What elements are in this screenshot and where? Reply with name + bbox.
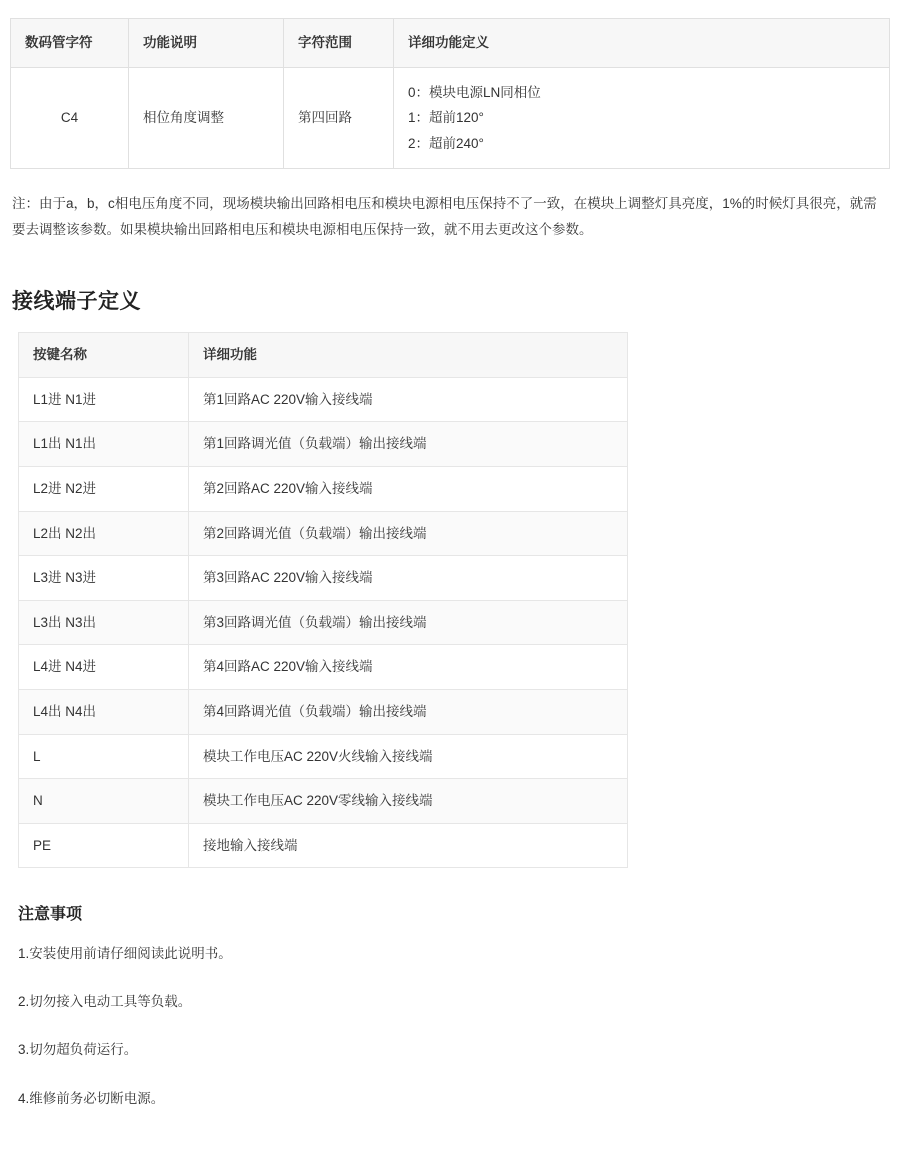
cell-terminal-function: 第2回路调光值（负载端）输出接线端 bbox=[189, 511, 628, 556]
parameter-table-body bbox=[11, 67, 890, 169]
list-item: 4.维修前务必切断电源。 bbox=[18, 1090, 165, 1106]
cell-terminal-function: 第1回路AC 220V输入接线端 bbox=[189, 377, 628, 422]
table-row bbox=[19, 645, 628, 690]
table-row bbox=[19, 823, 628, 868]
section-title-terminals: 接线端子定义 bbox=[12, 289, 141, 313]
column-header-key-name: 按键名称 bbox=[19, 333, 189, 378]
list-item: 1.安装使用前请仔细阅读此说明书。 bbox=[18, 945, 232, 961]
cell-terminal-name: L1进 N1进 bbox=[19, 377, 189, 422]
table-row bbox=[19, 422, 628, 467]
list-item: 2.切勿接入电动工具等负载。 bbox=[18, 994, 192, 1010]
cell-terminal-function: 第4回路AC 220V输入接线端 bbox=[189, 645, 628, 690]
cell-terminal-name: L2进 N2进 bbox=[19, 467, 189, 512]
terminals-table-head bbox=[19, 333, 628, 378]
table-row bbox=[19, 779, 628, 824]
table-row bbox=[19, 377, 628, 422]
cell-terminal-function: 第4回路调光值（负载端）输出接线端 bbox=[189, 690, 628, 735]
cell-terminal-function: 模块工作电压AC 220V火线输入接线端 bbox=[189, 734, 628, 779]
cell-terminal-function: 第3回路AC 220V输入接线端 bbox=[189, 556, 628, 601]
table-row bbox=[19, 690, 628, 735]
column-header-detail: 详细功能定义 bbox=[394, 19, 890, 68]
cell-terminal-name: L1出 N1出 bbox=[19, 422, 189, 467]
cell-terminal-function: 接地输入接线端 bbox=[189, 823, 628, 868]
cell-terminal-name: N bbox=[19, 779, 189, 824]
table-row bbox=[11, 67, 890, 169]
parameter-table-head bbox=[11, 19, 890, 68]
cell-terminal-name: L2出 N2出 bbox=[19, 511, 189, 556]
cell-terminal-name: L3出 N3出 bbox=[19, 600, 189, 645]
cell-terminal-function: 模块工作电压AC 220V零线输入接线端 bbox=[189, 779, 628, 824]
terminals-table-body bbox=[19, 377, 628, 868]
table-row bbox=[19, 734, 628, 779]
cell-function: 相位角度调整 bbox=[129, 67, 284, 169]
cell-range: 第四回路 bbox=[284, 67, 394, 169]
table-row bbox=[19, 511, 628, 556]
detail-line-0: 0：模块电源LN同相位 bbox=[408, 84, 541, 100]
cell-terminal-name: PE bbox=[19, 823, 189, 868]
list-item: 3.切勿超负荷运行。 bbox=[18, 1042, 138, 1058]
notice-list bbox=[18, 944, 890, 1109]
cell-terminal-name: L3进 N3进 bbox=[19, 556, 189, 601]
cell-terminal-function: 第3回路调光值（负载端）输出接线端 bbox=[189, 600, 628, 645]
cell-terminal-function: 第2回路AC 220V输入接线端 bbox=[189, 467, 628, 512]
cell-terminal-name: L4出 N4出 bbox=[19, 690, 189, 735]
cell-code: C4 bbox=[11, 67, 129, 169]
column-header-function: 功能说明 bbox=[129, 19, 284, 68]
detail-line-2: 2：超前240° bbox=[408, 135, 484, 151]
cell-detail bbox=[394, 67, 890, 169]
cell-terminal-name: L4进 N4进 bbox=[19, 645, 189, 690]
column-header-code: 数码管字符 bbox=[11, 19, 129, 68]
cell-terminal-function: 第1回路调光值（负载端）输出接线端 bbox=[189, 422, 628, 467]
cell-terminal-name: L bbox=[19, 734, 189, 779]
table-row bbox=[19, 467, 628, 512]
section-title-notices: 注意事项 bbox=[18, 906, 83, 924]
table-row bbox=[19, 600, 628, 645]
parameter-note: 注：由于a，b，c相电压角度不同，现场模块输出回路相电压和模块电源相电压保持不了一致，在模块上调整灯具亮度，1%的时候灯具很亮，就需要去调整该参数。如果模块输出回路相电压和模块电源相电压保持一致，就不用去更改这个参数。 bbox=[12, 196, 877, 238]
table-header-row bbox=[11, 19, 890, 68]
column-header-detail-function: 详细功能 bbox=[189, 333, 628, 378]
detail-line-1: 1：超前120° bbox=[408, 110, 484, 126]
table-header-row bbox=[19, 333, 628, 378]
terminals-table bbox=[18, 332, 628, 868]
table-row bbox=[19, 556, 628, 601]
column-header-range: 字符范围 bbox=[284, 19, 394, 68]
parameter-table bbox=[10, 18, 890, 169]
